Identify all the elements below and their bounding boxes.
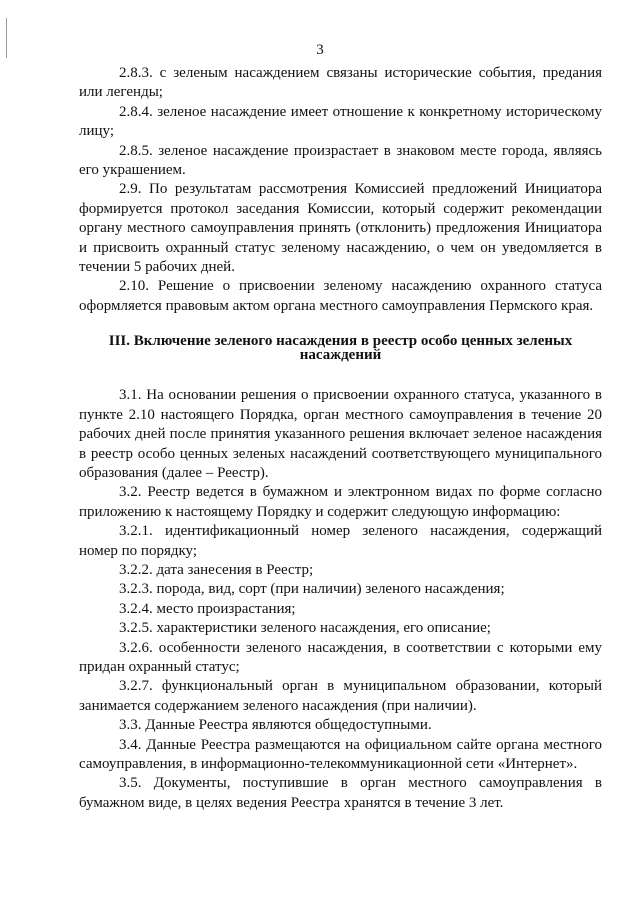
clause-3-2: 3.2. Реестр ведется в бумажном и электронном видах по форме согласно приложению к настоящему Порядку и содержит следующую информацию: xyxy=(79,484,602,520)
document-body xyxy=(79,64,602,813)
clause-3-5: 3.5. Документы, поступившие в орган местного самоуправления в бумажном виде, в целях ведения Реестра хранятся в течение 3 лет. xyxy=(79,775,602,811)
clause-3-1: 3.1. На основании решения о присвоении охранного статуса, указанного в пункте 2.10 настоящего Порядка, орган местного самоуправления в течение 20 рабочих дней после принятия указанного решения включает зеленое насаждения в реестр особо ценных зеленых насаждений соответствующего муниципального образования (далее – Реестр). xyxy=(79,387,602,481)
section-heading: III. Включение зеленого насаждения в реестр особо ценных зеленых насаждений xyxy=(108,333,573,364)
clause-2-8-3: 2.8.3. с зеленым насаждением связаны исторические события, предания или легенды; xyxy=(79,65,602,101)
clause-2-10: 2.10. Решение о присвоении зеленому насаждению охранного статуса оформляется правовым актом органа местного самоуправления Пермского края. xyxy=(79,278,602,314)
clause-3-4: 3.4. Данные Реестра размещаются на официальном сайте органа местного самоуправления, в информационно-телекоммуникационной сети «Интернет». xyxy=(79,736,602,772)
clause-3-2-1: 3.2.1. идентификационный номер зеленого насаждения, содержащий номер по порядку; xyxy=(79,523,602,559)
clause-3-2-2: 3.2.2. дата занесения в Реестр; xyxy=(119,561,314,578)
page-number: 3 xyxy=(316,42,324,58)
clause-3-2-7: 3.2.7. функциональный орган в муниципальном образовании, который занимается содержанием зеленого насаждения (при наличии). xyxy=(79,678,602,714)
clause-3-2-6: 3.2.6. особенности зеленого насаждения, в соответствии с которыми ему придан охранный статус; xyxy=(79,639,602,675)
clause-2-9: 2.9. По результатам рассмотрения Комиссией предложений Инициатора формируется протокол заседания Комиссии, который содержит рекомендации органу местного самоуправления принять (отклонить) предложения Инициатора и присвоить охранный статус зеленому насаждению, о чем он уведомляется в течении 5 рабочих дней. xyxy=(79,181,602,276)
clause-2-8-5: 2.8.5. зеленое насаждение произрастает в знаковом месте города, являясь его украшением. xyxy=(79,142,602,179)
clause-2-8-4: 2.8.4. зеленое насаждение имеет отношение к конкретному историческому лицу; xyxy=(79,103,602,140)
clause-3-3: 3.3. Данные Реестра являются общедоступными. xyxy=(119,717,432,734)
clause-3-2-4: 3.2.4. место произрастания; xyxy=(119,600,296,617)
clause-3-2-5: 3.2.5. характеристики зеленого насаждения, его описание; xyxy=(119,620,491,637)
clause-3-2-3: 3.2.3. порода, вид, сорт (при наличии) зеленого насаждения; xyxy=(119,581,505,598)
